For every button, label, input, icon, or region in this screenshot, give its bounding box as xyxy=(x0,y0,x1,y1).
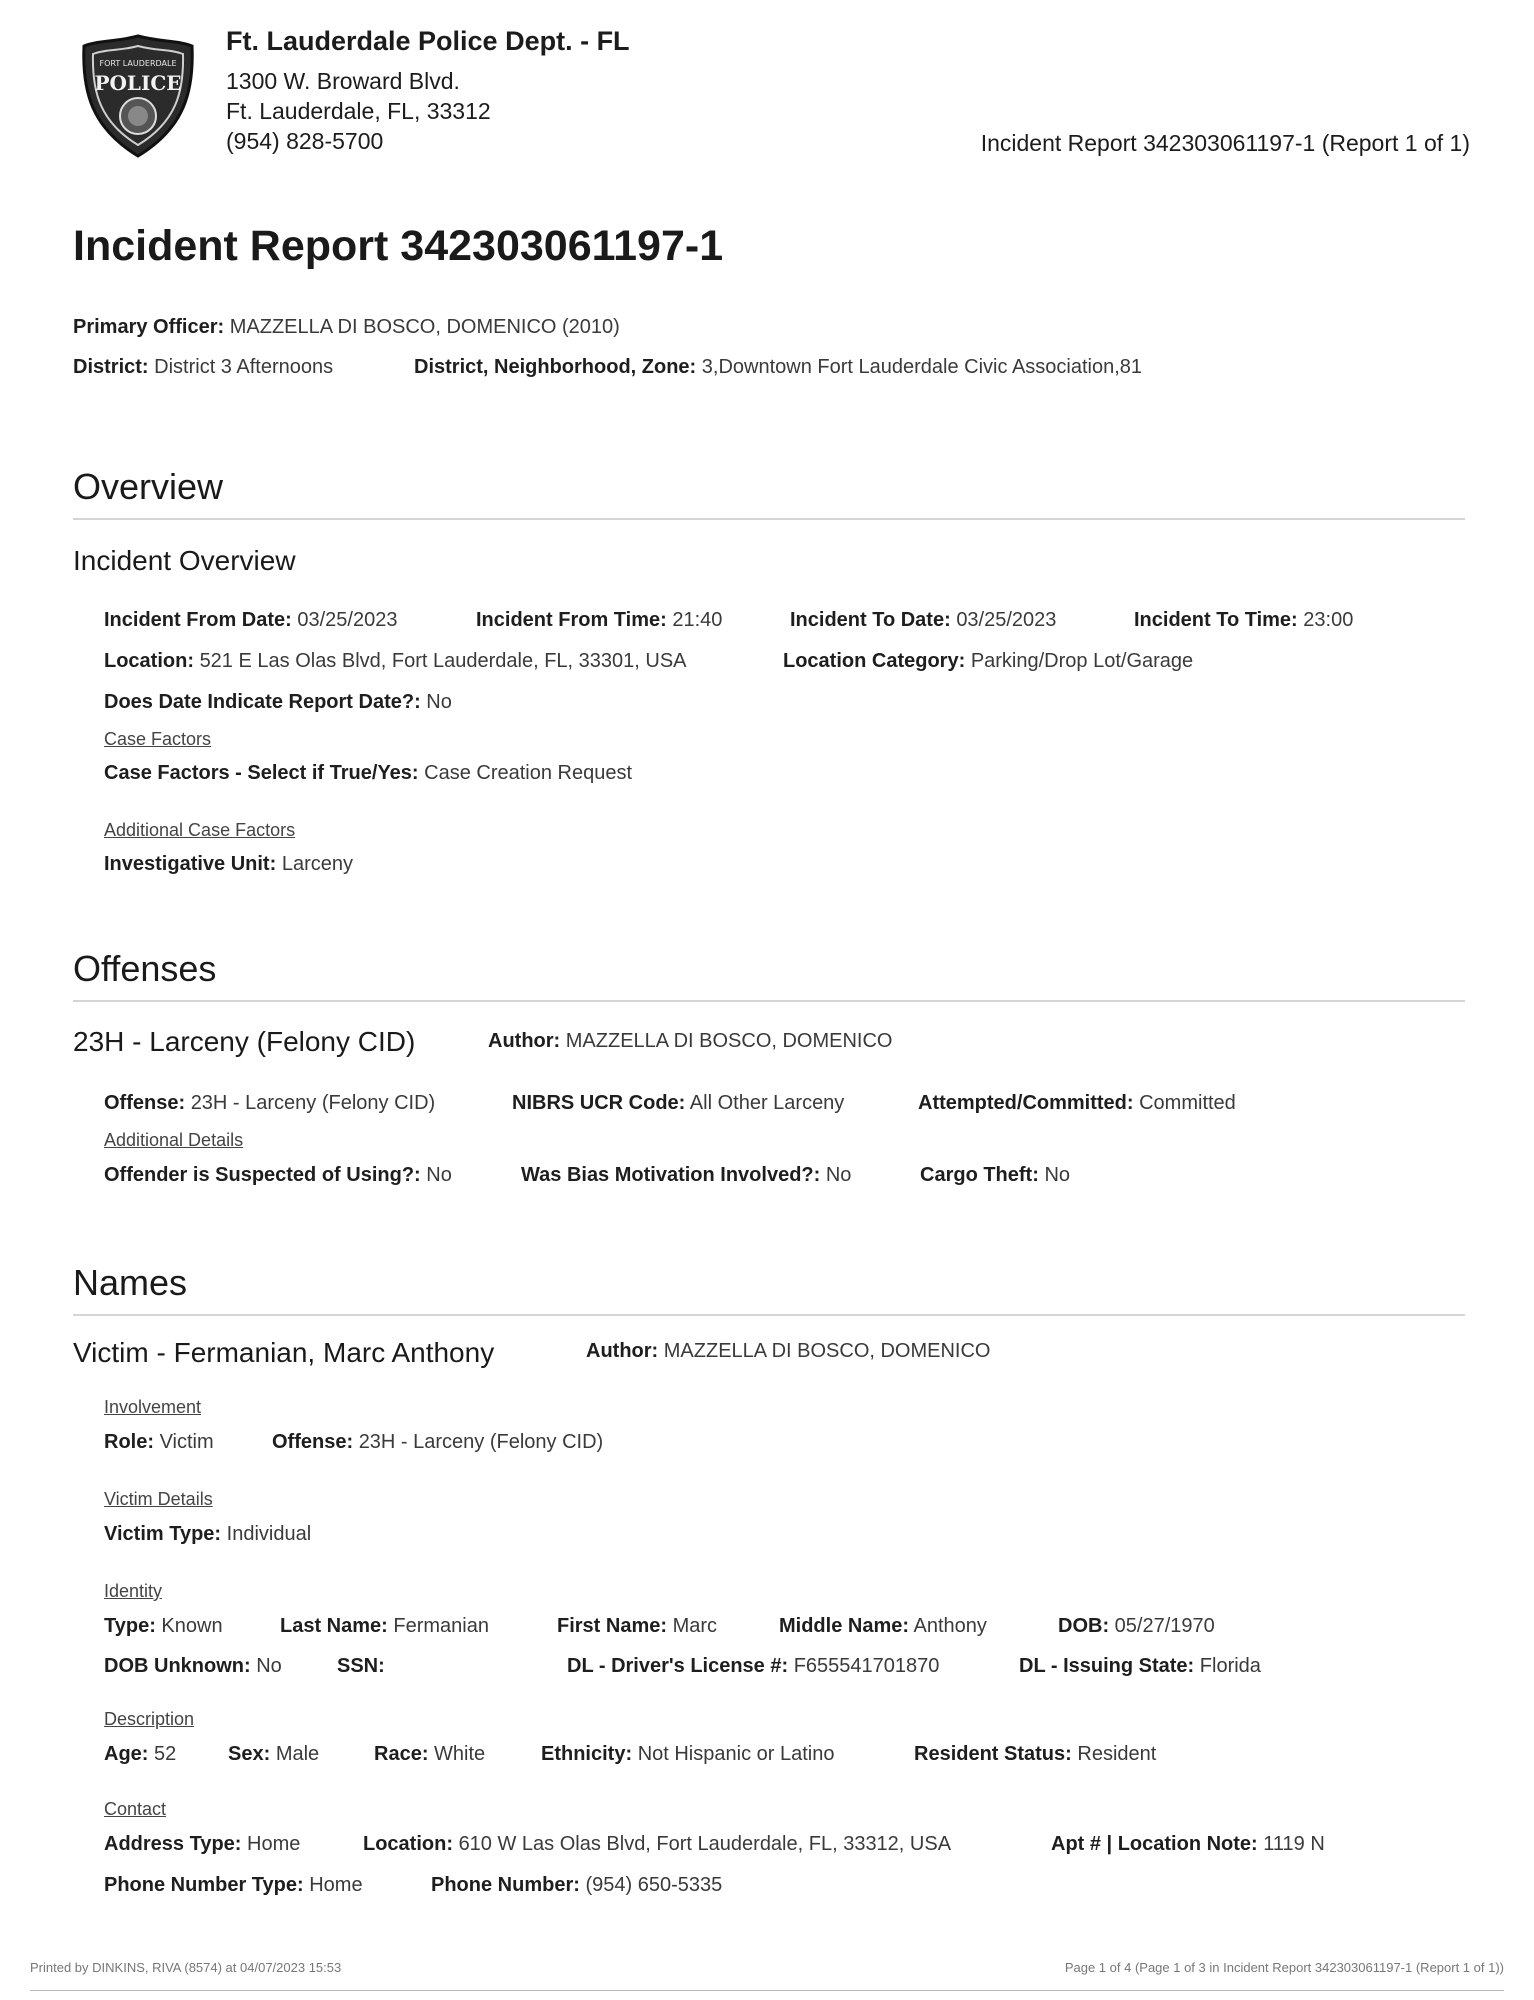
field-value: Resident xyxy=(1077,1743,1157,1765)
field-value: 52 xyxy=(154,1743,177,1765)
district-neighborhood-zone-row xyxy=(414,356,1142,379)
incident-location xyxy=(104,650,687,673)
field-value: Fermanian xyxy=(393,1615,489,1637)
sex xyxy=(228,1743,319,1766)
field-label: Role: xyxy=(104,1431,154,1453)
field-label: First Name: xyxy=(557,1615,668,1637)
field-label: Incident To Time: xyxy=(1134,609,1298,631)
field-value: 03/25/2023 xyxy=(297,609,398,631)
field-label: Race: xyxy=(374,1743,429,1765)
last-name xyxy=(280,1615,489,1638)
investigative-unit-row xyxy=(104,853,353,876)
dl-issuing-state xyxy=(1019,1655,1261,1678)
field-value: Case Creation Request xyxy=(424,762,633,784)
field-value: Florida xyxy=(1199,1655,1261,1677)
first-name xyxy=(557,1615,717,1638)
offense-field xyxy=(104,1092,435,1115)
field-label: Type: xyxy=(104,1615,156,1637)
agency-name: Ft. Lauderdale Police Dept. - FL xyxy=(226,26,630,56)
agency-phone: (954) 828-5700 xyxy=(226,128,384,154)
field-label: Phone Number: xyxy=(431,1874,580,1896)
offense-author xyxy=(488,1030,892,1053)
field-label: Middle Name: xyxy=(779,1615,910,1637)
offender-suspected-using xyxy=(104,1164,452,1187)
overview-heading: Overview xyxy=(73,466,224,507)
field-value: MAZZELLA DI BOSCO, DOMENICO xyxy=(565,1030,893,1052)
report-reference: Incident Report 342303061197-1 (Report 1 of 1) xyxy=(980,130,1470,156)
contact-heading: Contact xyxy=(104,1799,167,1819)
field-label: NIBRS UCR Code: xyxy=(512,1092,686,1114)
drivers-license xyxy=(567,1655,939,1678)
field-value: No xyxy=(426,691,452,713)
ethnicity xyxy=(541,1743,834,1766)
district-row xyxy=(73,356,333,379)
incident-to-time xyxy=(1134,609,1353,632)
identity-type xyxy=(104,1615,223,1638)
field-label: Incident From Date: xyxy=(104,609,292,631)
victim-offense-field xyxy=(272,1431,603,1454)
field-label: Offender is Suspected of Using?: xyxy=(104,1164,421,1186)
resident-status xyxy=(914,1743,1156,1766)
footer-page-info: Page 1 of 4 (Page 1 of 3 in Incident Report 342303061197-1 (Report 1 of 1)) xyxy=(1064,1960,1504,1975)
field-value: 05/27/1970 xyxy=(1114,1615,1215,1637)
field-value: 23:00 xyxy=(1303,609,1354,631)
dob-unknown xyxy=(104,1655,282,1678)
field-value: Larceny xyxy=(281,853,353,875)
field-value: No xyxy=(1044,1164,1071,1186)
field-label: Resident Status: xyxy=(914,1743,1072,1765)
race xyxy=(374,1743,485,1766)
field-label: Sex: xyxy=(228,1743,271,1765)
victim-author xyxy=(586,1340,990,1363)
police-badge-logo xyxy=(80,32,196,160)
identity-heading: Identity xyxy=(104,1581,163,1601)
field-value: Male xyxy=(275,1743,320,1765)
field-value: Home xyxy=(247,1833,301,1855)
involvement-heading: Involvement xyxy=(104,1397,202,1417)
field-label: Location: xyxy=(104,650,194,672)
field-label: Cargo Theft: xyxy=(920,1164,1039,1186)
agency-address-line1: 1300 W. Broward Blvd. xyxy=(226,68,460,94)
incident-overview-heading: Incident Overview xyxy=(73,545,296,576)
footer-divider xyxy=(30,1990,1504,1991)
field-label: Phone Number Type: xyxy=(104,1874,304,1896)
field-label: Does Date Indicate Report Date?: xyxy=(104,691,421,713)
nibrs-ucr-code xyxy=(512,1092,844,1115)
case-factors-row xyxy=(104,762,632,785)
offense-title: 23H - Larceny (Felony CID) xyxy=(73,1026,416,1057)
victim-type-field xyxy=(104,1523,311,1546)
incident-to-date xyxy=(790,609,1056,632)
address-type xyxy=(104,1833,300,1856)
incident-from-date xyxy=(104,609,397,632)
victim-details-heading: Victim Details xyxy=(104,1489,213,1509)
field-value: Parking/Drop Lot/Garage xyxy=(970,650,1194,672)
field-value: Committed xyxy=(1139,1092,1236,1114)
field-label: Investigative Unit: xyxy=(104,853,277,875)
description-heading: Description xyxy=(104,1709,195,1729)
field-label: Age: xyxy=(104,1743,149,1765)
field-value: (954) 650-5335 xyxy=(585,1874,723,1896)
field-value: 23H - Larceny (Felony CID) xyxy=(190,1092,436,1114)
additional-case-factors-heading: Additional Case Factors xyxy=(104,820,296,840)
phone-number-type xyxy=(104,1874,363,1897)
age xyxy=(104,1743,176,1766)
field-value: Anthony xyxy=(913,1615,987,1637)
additional-details-heading: Additional Details xyxy=(104,1130,244,1150)
footer-printed-by: Printed by DINKINS, RIVA (8574) at 04/07/2023 15:53 xyxy=(30,1960,342,1975)
field-value: Not Hispanic or Latino xyxy=(637,1743,835,1765)
field-value: Home xyxy=(309,1874,363,1896)
field-label: SSN: xyxy=(337,1655,385,1677)
field-value: 03/25/2023 xyxy=(956,609,1057,631)
field-label: DL - Issuing State: xyxy=(1019,1655,1195,1677)
field-label: Victim Type: xyxy=(104,1523,222,1545)
location-category xyxy=(783,650,1193,673)
field-value: 23H - Larceny (Felony CID) xyxy=(358,1431,604,1453)
field-value: Victim xyxy=(159,1431,214,1453)
field-label: DL - Driver's License #: xyxy=(567,1655,789,1677)
field-value: No xyxy=(825,1164,852,1186)
district-neighborhood-zone-value: 3,Downtown Fort Lauderdale Civic Association,81 xyxy=(701,356,1143,378)
field-label: DOB Unknown: xyxy=(104,1655,251,1677)
cargo-theft xyxy=(920,1164,1070,1187)
field-value: No xyxy=(256,1655,282,1677)
field-value: Individual xyxy=(226,1523,312,1545)
field-label: Author: xyxy=(488,1030,561,1052)
field-value: MAZZELLA DI BOSCO, DOMENICO xyxy=(663,1340,991,1362)
offenses-heading: Offenses xyxy=(73,948,217,989)
field-label: Location Category: xyxy=(783,650,966,672)
middle-name xyxy=(779,1615,987,1638)
field-value: Marc xyxy=(672,1615,718,1637)
section-divider xyxy=(73,1314,1465,1316)
svg-text:POLICE: POLICE xyxy=(94,71,182,95)
bias-motivation xyxy=(521,1164,851,1187)
field-label: Location: xyxy=(363,1833,453,1855)
names-heading: Names xyxy=(73,1262,188,1303)
attempted-committed xyxy=(918,1092,1236,1115)
field-label: Address Type: xyxy=(104,1833,242,1855)
field-value: No xyxy=(426,1164,452,1186)
field-label: District: xyxy=(73,356,149,378)
field-label: Apt # | Location Note: xyxy=(1051,1833,1258,1855)
role-field xyxy=(104,1431,214,1454)
field-label: Offense: xyxy=(272,1431,354,1453)
field-label: Last Name: xyxy=(280,1615,388,1637)
field-value: Known xyxy=(161,1615,223,1637)
field-value: 1119 N xyxy=(1263,1833,1325,1855)
field-label: Attempted/Committed: xyxy=(918,1092,1134,1114)
field-label: DOB: xyxy=(1058,1615,1110,1637)
dob xyxy=(1058,1615,1215,1638)
apt-location-note xyxy=(1051,1833,1325,1856)
field-value: 21:40 xyxy=(672,609,723,631)
primary-officer-value: MAZZELLA DI BOSCO, DOMENICO (2010) xyxy=(229,316,620,338)
agency-address-line2: Ft. Lauderdale, FL, 33312 xyxy=(226,98,491,124)
case-factors-heading: Case Factors xyxy=(104,729,212,749)
field-label: Case Factors - Select if True/Yes: xyxy=(104,762,419,784)
primary-officer-row xyxy=(73,316,620,339)
ssn xyxy=(337,1655,385,1678)
field-value: White xyxy=(434,1743,486,1765)
field-label: Was Bias Motivation Involved?: xyxy=(521,1164,821,1186)
field-label: Primary Officer: xyxy=(73,316,225,338)
incident-from-time xyxy=(476,609,722,632)
section-divider xyxy=(73,1000,1465,1002)
phone-number xyxy=(431,1874,722,1897)
field-value: F655541701870 xyxy=(793,1655,940,1677)
svg-text:FORT LAUDERDALE: FORT LAUDERDALE xyxy=(99,59,177,68)
contact-location xyxy=(363,1833,951,1856)
page-title: Incident Report 342303061197-1 xyxy=(73,222,724,270)
date-indicates-report-date xyxy=(104,691,452,714)
field-label: Ethnicity: xyxy=(541,1743,633,1765)
field-label: Offense: xyxy=(104,1092,186,1114)
field-label: Incident From Time: xyxy=(476,609,667,631)
victim-title: Victim - Fermanian, Marc Anthony xyxy=(73,1337,495,1368)
field-value: All Other Larceny xyxy=(689,1092,845,1114)
field-value: 610 W Las Olas Blvd, Fort Lauderdale, FL, 33312, USA xyxy=(458,1833,952,1855)
field-value: 521 E Las Olas Blvd, Fort Lauderdale, FL, 33301, USA xyxy=(199,650,687,672)
section-divider xyxy=(73,518,1465,520)
district-value: District 3 Afternoons xyxy=(154,356,334,378)
field-label: District, Neighborhood, Zone: xyxy=(414,356,697,378)
field-label: Incident To Date: xyxy=(790,609,951,631)
field-label: Author: xyxy=(586,1340,659,1362)
